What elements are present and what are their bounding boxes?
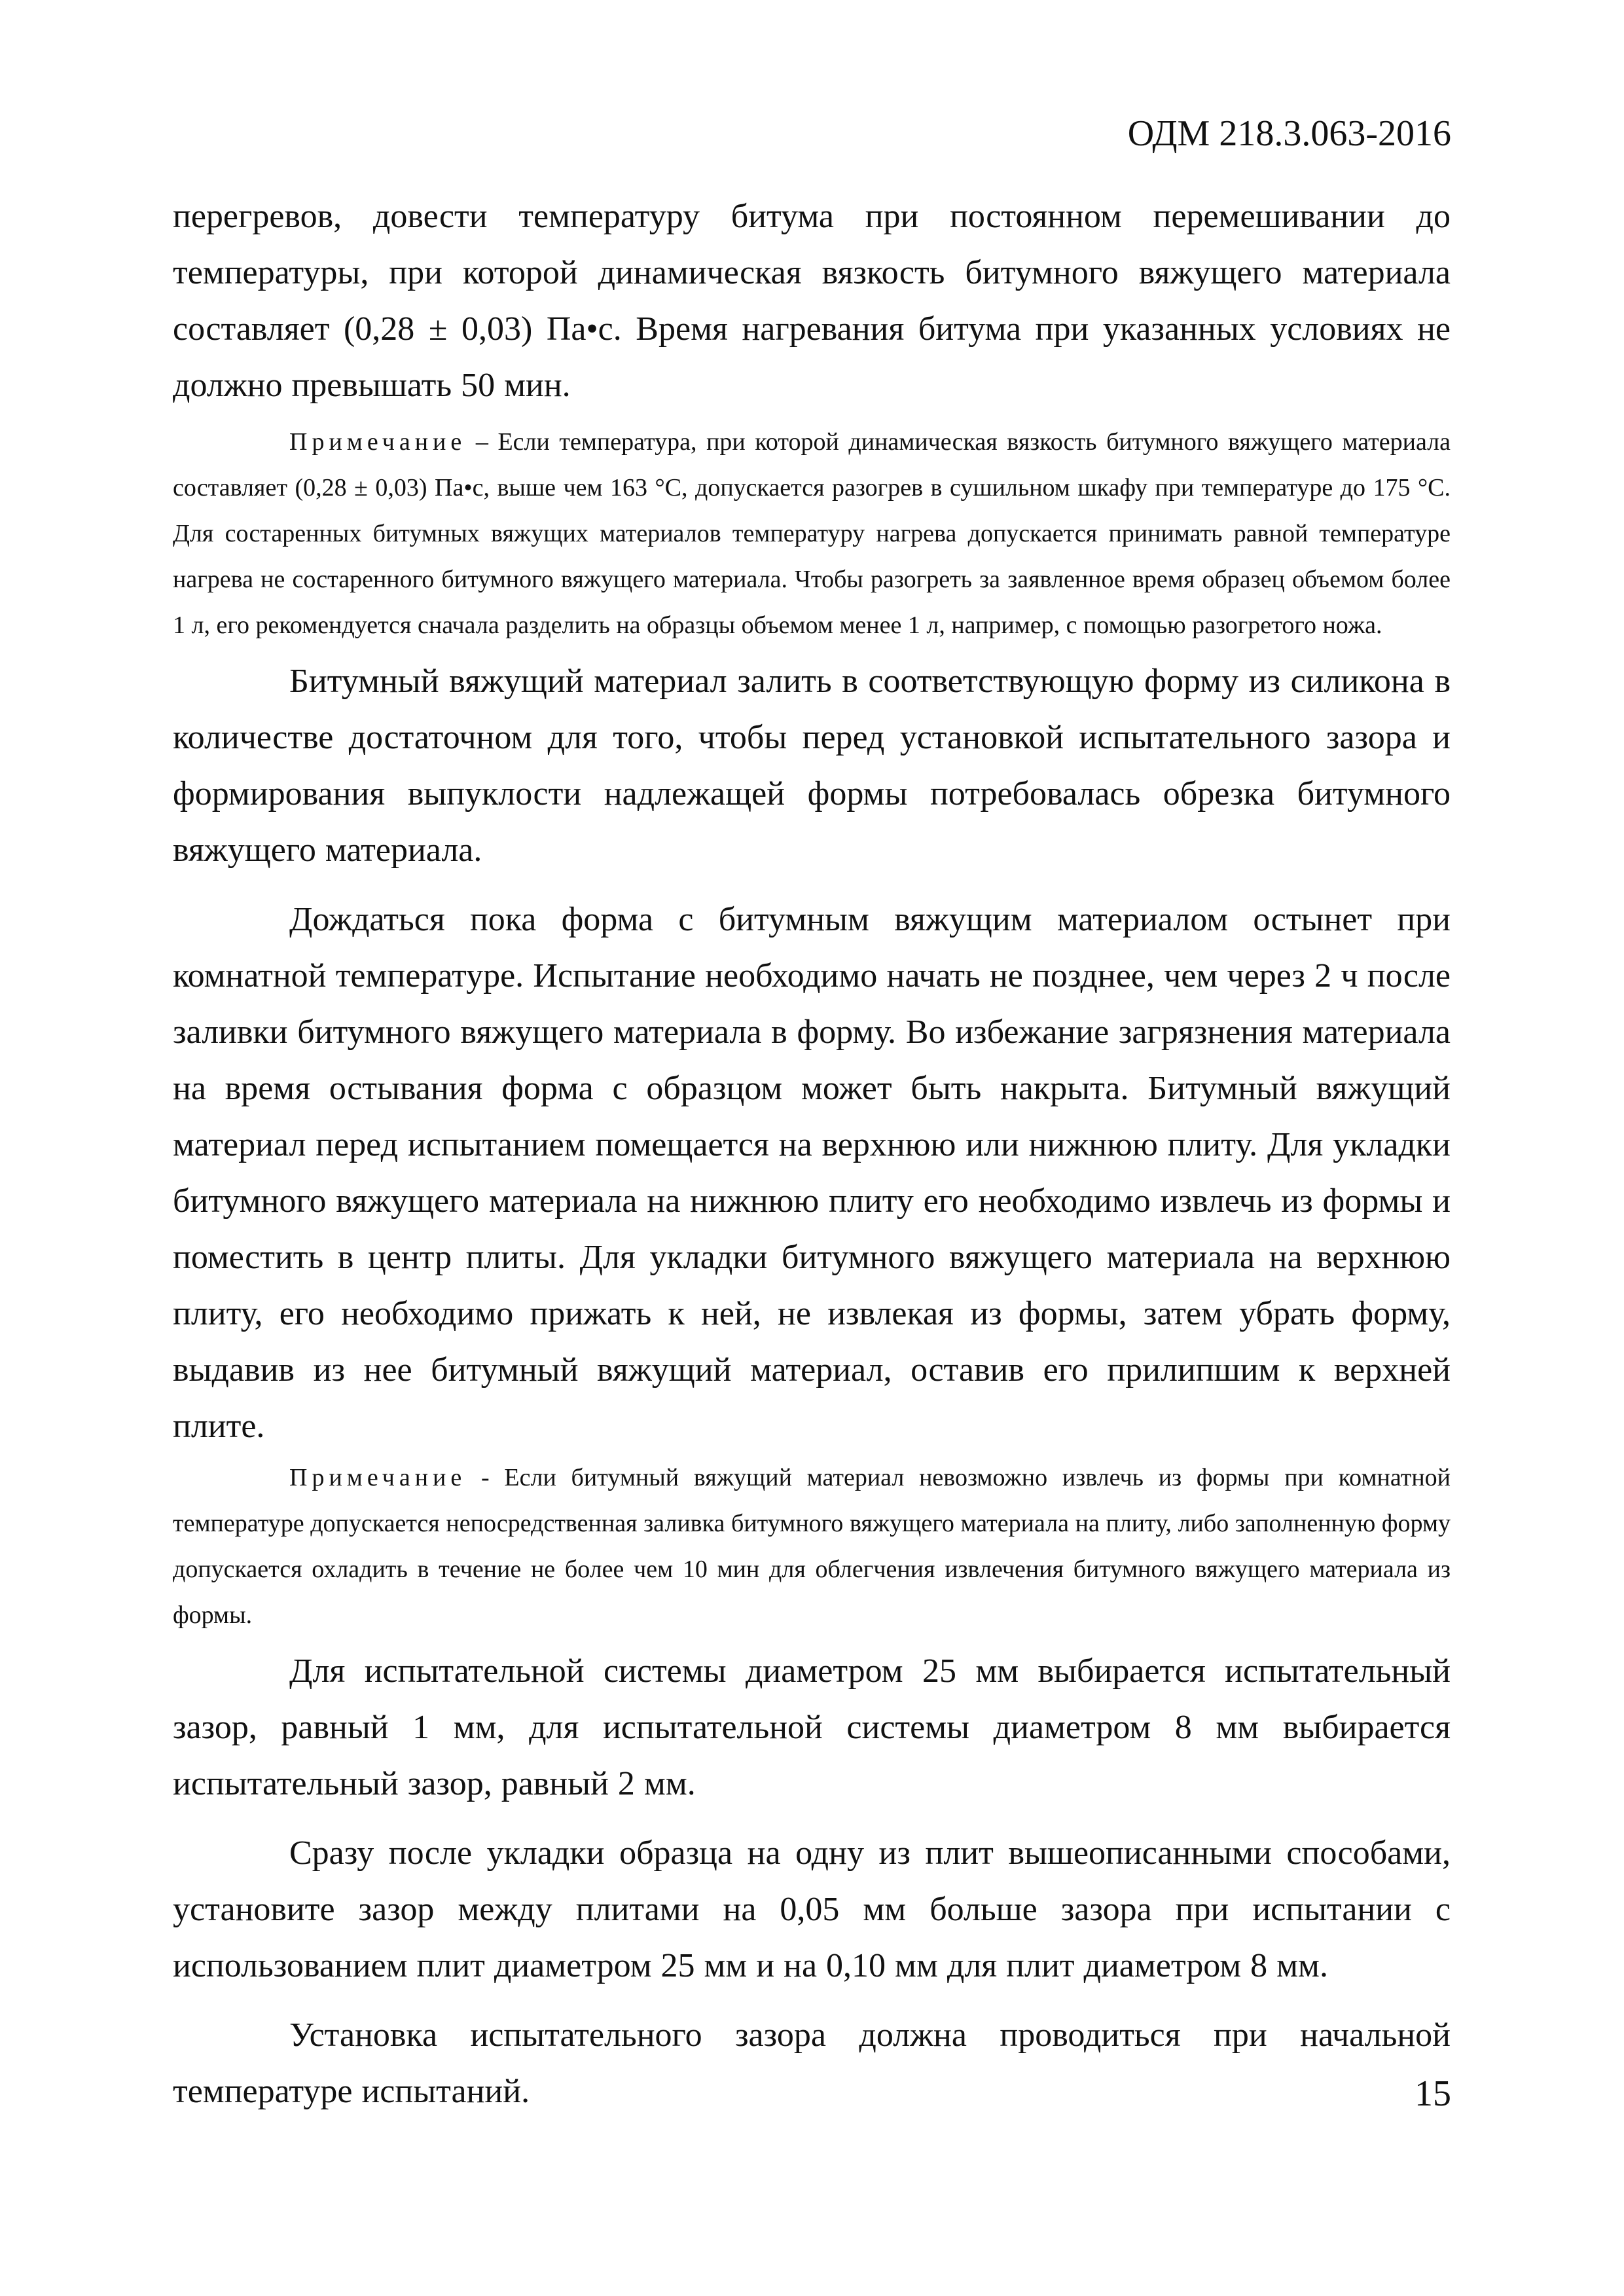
paragraph-heating: перегревов, довести температуру битума при постоянном перемешивании до температуры, при которой динамическая вязкость битумного вяжущего материала составляет (0,28 ± 0,03) Па•с. Время нагревания битума при указанных условиях не должно превышать 50 мин. (173, 198, 1451, 404)
note-label: Примечание (289, 428, 467, 456)
note-extraction (173, 1455, 1451, 1638)
note-text: - Если битумный вяжущий материал невозможно извлечь из формы при комнатной температуре допускается непосредственная заливка битумного вяжущего материала на плиту, либо заполненную форму допускается охладить в течение не более чем 10 мин для облегчения извлечения битумного вяжущего материала из формы. (173, 1464, 1451, 1629)
paragraph-gap-temperature: Установка испытательного зазора должна проводиться при начальной температуре испытаний. (173, 2016, 1451, 2110)
note-heating (173, 419, 1451, 648)
paragraph-pouring: Битумный вяжущий материал залить в соответствующую форму из силикона в количестве достаточном для того, чтобы перед установкой испытательного зазора и формирования выпуклости надлежащей формы потребовалась обрезка битумного вяжущего материала. (173, 663, 1451, 869)
page-body (173, 189, 1451, 2120)
document-code: ОДМ 218.3.063-2016 (1127, 113, 1451, 154)
paragraph-gap-setting: Сразу после укладки образца на одну из плит вышеописанными способами, установите зазор между плитами на 0,05 мм больше зазора при испытании с использованием плит диаметром 25 мм и на 0,10 мм для плит диаметром 8 мм. (173, 1834, 1451, 1984)
note-text: – Если температура, при которой динамическая вязкость битумного вяжущего материала составляет (0,28 ± 0,03) Па•с, выше чем 163 °С, допускается разогрев в сушильном шкафу при температуре до 175 °С. Для состаренных битумных вяжущих материалов температуру нагрева допускается принимать равной температуре нагрева не состаренного битумного вяжущего материала. Чтобы разогреть за заявленное время образец объемом более 1 л, его рекомендуется сначала разделить на образцы объемом менее 1 л, например, с помощью разогретого ножа. (173, 428, 1451, 639)
paragraph-cooling: Дождаться пока форма с битумным вяжущим материалом остынет при комнатной температуре. Испытание необходимо начать не позднее, чем через 2 ч после заливки битумного вяжущего материала в форму. Во избежание загрязнения материала на время остывания форма с образцом может быть накрыта. Битумный вяжущий материал перед испытанием помещается на верхнюю или нижнюю плиту. Для укладки битумного вяжущего материала на нижнюю плиту его необходимо извлечь из формы и поместить в центр плиты. Для укладки битумного вяжущего материала на верхнюю плиту, его необходимо прижать к ней, не извлекая из формы, затем убрать форму, выдавив из нее битумный вяжущий материал, оставив его прилипшим к верхней плите. (173, 901, 1451, 1445)
paragraph-gap-selection: Для испытательной системы диаметром 25 мм выбирается испытательный зазор, равный 1 мм, для испытательной системы диаметром 8 мм выбирается испытательный зазор, равный 2 мм. (173, 1652, 1451, 1802)
note-label: Примечание (289, 1464, 467, 1491)
page-number: 15 (1415, 2073, 1451, 2114)
